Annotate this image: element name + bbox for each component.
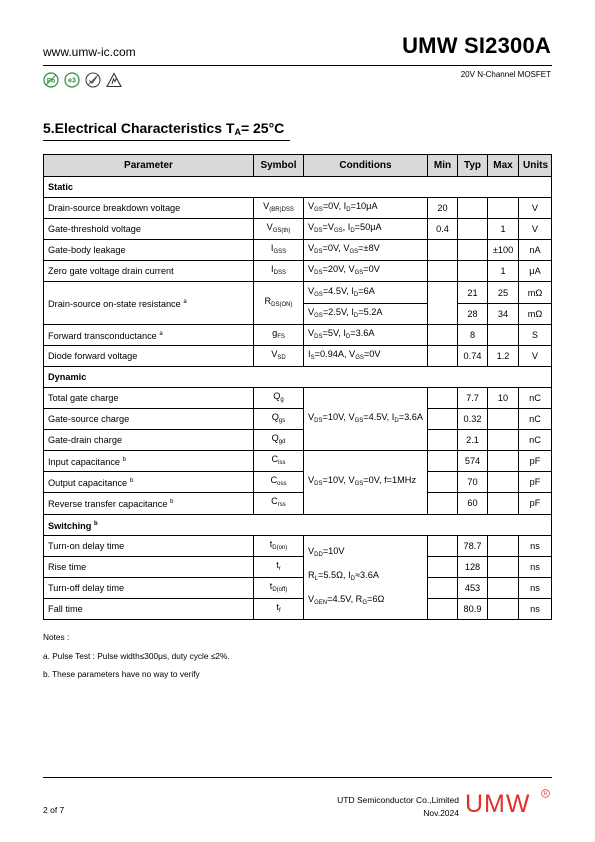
table-row (44, 409, 552, 430)
table-row (44, 240, 552, 261)
registered-mark-icon (541, 789, 550, 800)
min-cell (428, 387, 458, 408)
typ-cell: 7.7 (458, 387, 488, 408)
max-cell (488, 409, 519, 430)
max-cell (488, 535, 519, 556)
max-cell (488, 324, 519, 345)
min-cell (428, 430, 458, 451)
param-cell: Gate-body leakage (44, 240, 254, 261)
symbol-cell: $C_{rss}$ (254, 493, 304, 514)
table-row (44, 556, 552, 577)
table-header-row (44, 155, 552, 177)
unit-cell: ns (519, 535, 552, 556)
param-cell: Gate-drain charge (44, 430, 254, 451)
unit-cell: pF (519, 493, 552, 514)
rohs-icon (85, 72, 101, 88)
conditions-cell: $V_{GS}=2.5V$, $I_D=5.2A$ (304, 303, 428, 324)
header-conditions: Conditions (304, 155, 428, 177)
typ-cell: 28 (458, 303, 488, 324)
conditions-cell: $V_{DS}=V_{GS}$, $I_D=50\mu A$ (304, 219, 428, 240)
e3-text: e3 (68, 77, 76, 85)
table-row (44, 261, 552, 282)
header-min: Min (428, 155, 458, 177)
symbol-cell: $V_{GS(th)}$ (254, 219, 304, 240)
min-cell (428, 535, 458, 556)
typ-cell: 21 (458, 282, 488, 303)
min-cell: 20 (428, 198, 458, 219)
product-subtitle: 20V N-Channel MOSFET (460, 70, 551, 79)
max-cell (488, 556, 519, 577)
typ-cell: 0.74 (458, 345, 488, 366)
note-a: a. Pulse Test : Pulse width≤300μs, duty cycle ≤2%. (43, 651, 230, 661)
min-cell (428, 240, 458, 261)
conditions-cell: $V_{GS}=0V$, $I_D=10\mu A$ (304, 198, 428, 219)
unit-cell: mΩ (519, 303, 552, 324)
max-cell: 10 (488, 387, 519, 408)
section-row-static (44, 177, 552, 198)
param-cell: Rise time (44, 556, 254, 577)
max-cell: 1.2 (488, 345, 519, 366)
header-parameter: Parameter (44, 155, 254, 177)
unit-cell: pF (519, 472, 552, 493)
heading-underline (43, 140, 290, 141)
section-heading: 5.Electrical Characteristics $T_A= 25^\circ C$ (43, 120, 285, 137)
registered-circle (541, 789, 550, 798)
table-row (44, 324, 552, 345)
max-cell (488, 577, 519, 598)
conditions-cell: $V_{DS}=5V$, $I_D=3.6A$ (304, 324, 428, 345)
table-row (44, 282, 552, 303)
min-cell (428, 577, 458, 598)
max-cell (488, 472, 519, 493)
unit-cell: ns (519, 577, 552, 598)
unit-cell: V (519, 345, 552, 366)
param-cell: Total gate charge (44, 387, 254, 408)
param-cell: Zero gate voltage drain current (44, 261, 254, 282)
typ-cell (458, 261, 488, 282)
conditions-cell: $V_{DS}=20V$, $V_{GS}=0V$ (304, 261, 428, 282)
conditions-cell: $I_S=0.94A$, $V_{GS}=0V$ (304, 345, 428, 366)
max-cell: 1 (488, 219, 519, 240)
typ-cell (458, 219, 488, 240)
typ-cell: 574 (458, 451, 488, 472)
min-cell (428, 556, 458, 577)
param-cell: Turn-on delay time (44, 535, 254, 556)
typ-cell: 2.1 (458, 430, 488, 451)
min-cell (428, 598, 458, 619)
section-label: Dynamic (44, 366, 552, 387)
typ-cell: 128 (458, 556, 488, 577)
table-row (44, 345, 552, 366)
conditions-cell: $V_{DS}=10V$, $V_{GS}=0V$, f=1MHz (304, 451, 428, 514)
table-row (44, 451, 552, 472)
max-cell: ±100 (488, 240, 519, 261)
min-cell: 0.4 (428, 219, 458, 240)
symbol-cell: $t_{D(on)}$ (254, 535, 304, 556)
conditions-cell: $V_{DS}=0V$, $V_{GS}=\pm 8V$ (304, 240, 428, 261)
table-row (44, 577, 552, 598)
section-label: Switching $^b$ (44, 514, 552, 535)
typ-cell (458, 240, 488, 261)
min-cell (428, 493, 458, 514)
param-cell: Turn-off delay time (44, 577, 254, 598)
param-cell: Drain-source breakdown voltage (44, 198, 254, 219)
page-number: 2 of 7 (43, 805, 65, 815)
footer-rule (43, 777, 552, 778)
table-row (44, 387, 552, 408)
symbol-cell: $I_{DSS}$ (254, 261, 304, 282)
conditions-cell: $V_{DD}=10V$ $R_L=5.5\Omega$, $I_D\approx 3.6A$ $V_{GEN}=4.5V$, $R_G=6\Omega$ (304, 535, 428, 619)
symbol-cell: $t_{D(off)}$ (254, 577, 304, 598)
note-b: b. These parameters have no way to verify (43, 669, 200, 679)
company-name: UTD Semiconductor Co.,Limited (337, 795, 459, 805)
min-cell (428, 409, 458, 430)
section-row-switching (44, 514, 552, 535)
typ-cell: 70 (458, 472, 488, 493)
symbol-cell: $Q_g$ (254, 387, 304, 408)
pb-free-icon (43, 72, 59, 88)
unit-cell: nC (519, 387, 552, 408)
symbol-cell: $Q_{gd}$ (254, 430, 304, 451)
unit-cell: ns (519, 598, 552, 619)
typ-cell: 60 (458, 493, 488, 514)
release-date: Nov.2024 (423, 808, 459, 818)
symbol-cell: $I_{GSS}$ (254, 240, 304, 261)
min-cell (428, 451, 458, 472)
electrical-characteristics-table (43, 154, 552, 620)
typ-cell: 453 (458, 577, 488, 598)
min-cell (428, 472, 458, 493)
esd-icon (106, 72, 122, 88)
param-cell: Gate-source charge (44, 409, 254, 430)
min-cell (428, 261, 458, 282)
table-row (44, 430, 552, 451)
max-cell: 34 (488, 303, 519, 324)
registered-letter: R (543, 791, 548, 798)
symbol-cell: $V_{(BR)DSS}$ (254, 198, 304, 219)
param-cell: Diode forward voltage (44, 345, 254, 366)
unit-cell: ns (519, 556, 552, 577)
max-cell (488, 493, 519, 514)
header-typ: Typ (458, 155, 488, 177)
unit-cell: V (519, 219, 552, 240)
unit-cell: S (519, 324, 552, 345)
min-cell (428, 282, 458, 324)
compliance-icons (43, 72, 122, 88)
symbol-cell: $t_f$ (254, 598, 304, 619)
pb-text: Pb (46, 77, 56, 85)
unit-cell: μA (519, 261, 552, 282)
max-cell (488, 430, 519, 451)
max-cell: 1 (488, 261, 519, 282)
umw-logo: UMW (465, 790, 531, 818)
section-row-dynamic (44, 366, 552, 387)
symbol-cell: $Q_{gs}$ (254, 409, 304, 430)
unit-cell: nA (519, 240, 552, 261)
table-row (44, 219, 552, 240)
unit-cell: nC (519, 430, 552, 451)
unit-cell: nC (519, 409, 552, 430)
website-url: www.umw-ic.com (43, 45, 136, 59)
max-cell: 25 (488, 282, 519, 303)
typ-cell: 8 (458, 324, 488, 345)
max-cell (488, 598, 519, 619)
unit-cell: V (519, 198, 552, 219)
unit-cell: pF (519, 451, 552, 472)
typ-cell: 0.32 (458, 409, 488, 430)
max-cell (488, 451, 519, 472)
conditions-cell: $V_{DS}=10V$, $V_{GS}=4.5V$, $I_D=3.6A$ (304, 387, 428, 450)
conditions-cell: $V_{GS}=4.5V$, $I_D=6A$ (304, 282, 428, 303)
symbol-cell: $R_{DS(ON)}$ (254, 282, 304, 324)
header-max: Max (488, 155, 519, 177)
param-cell: Drain-source on-state resistance $^a$ (44, 282, 254, 324)
header-units: Units (519, 155, 552, 177)
section-label: Static (44, 177, 552, 198)
param-cell: Fall time (44, 598, 254, 619)
header-rule (43, 65, 552, 66)
typ-cell: 78.7 (458, 535, 488, 556)
symbol-cell: $C_{oss}$ (254, 472, 304, 493)
typ-cell: 80.9 (458, 598, 488, 619)
table-row (44, 493, 552, 514)
symbol-cell: $C_{iss}$ (254, 451, 304, 472)
symbol-cell: $g_{FS}$ (254, 324, 304, 345)
symbol-cell: $t_r$ (254, 556, 304, 577)
param-cell: Gate-threshold voltage (44, 219, 254, 240)
notes-title: Notes : (43, 632, 70, 642)
table-row (44, 535, 552, 556)
param-cell: Forward transconductance $^a$ (44, 324, 254, 345)
typ-cell (458, 198, 488, 219)
header-symbol: Symbol (254, 155, 304, 177)
param-cell: Input capacitance $^b$ (44, 451, 254, 472)
min-cell (428, 345, 458, 366)
unit-cell: mΩ (519, 282, 552, 303)
table-row (44, 598, 552, 619)
symbol-cell: $V_{SD}$ (254, 345, 304, 366)
max-cell (488, 198, 519, 219)
e3-icon (64, 72, 80, 88)
param-cell: Reverse transfer capacitance $^b$ (44, 493, 254, 514)
table-row (44, 472, 552, 493)
table-row (44, 198, 552, 219)
product-title: UMW SI2300A (402, 33, 551, 58)
company-info (337, 794, 459, 820)
param-cell: Output capacitance $^b$ (44, 472, 254, 493)
min-cell (428, 324, 458, 345)
